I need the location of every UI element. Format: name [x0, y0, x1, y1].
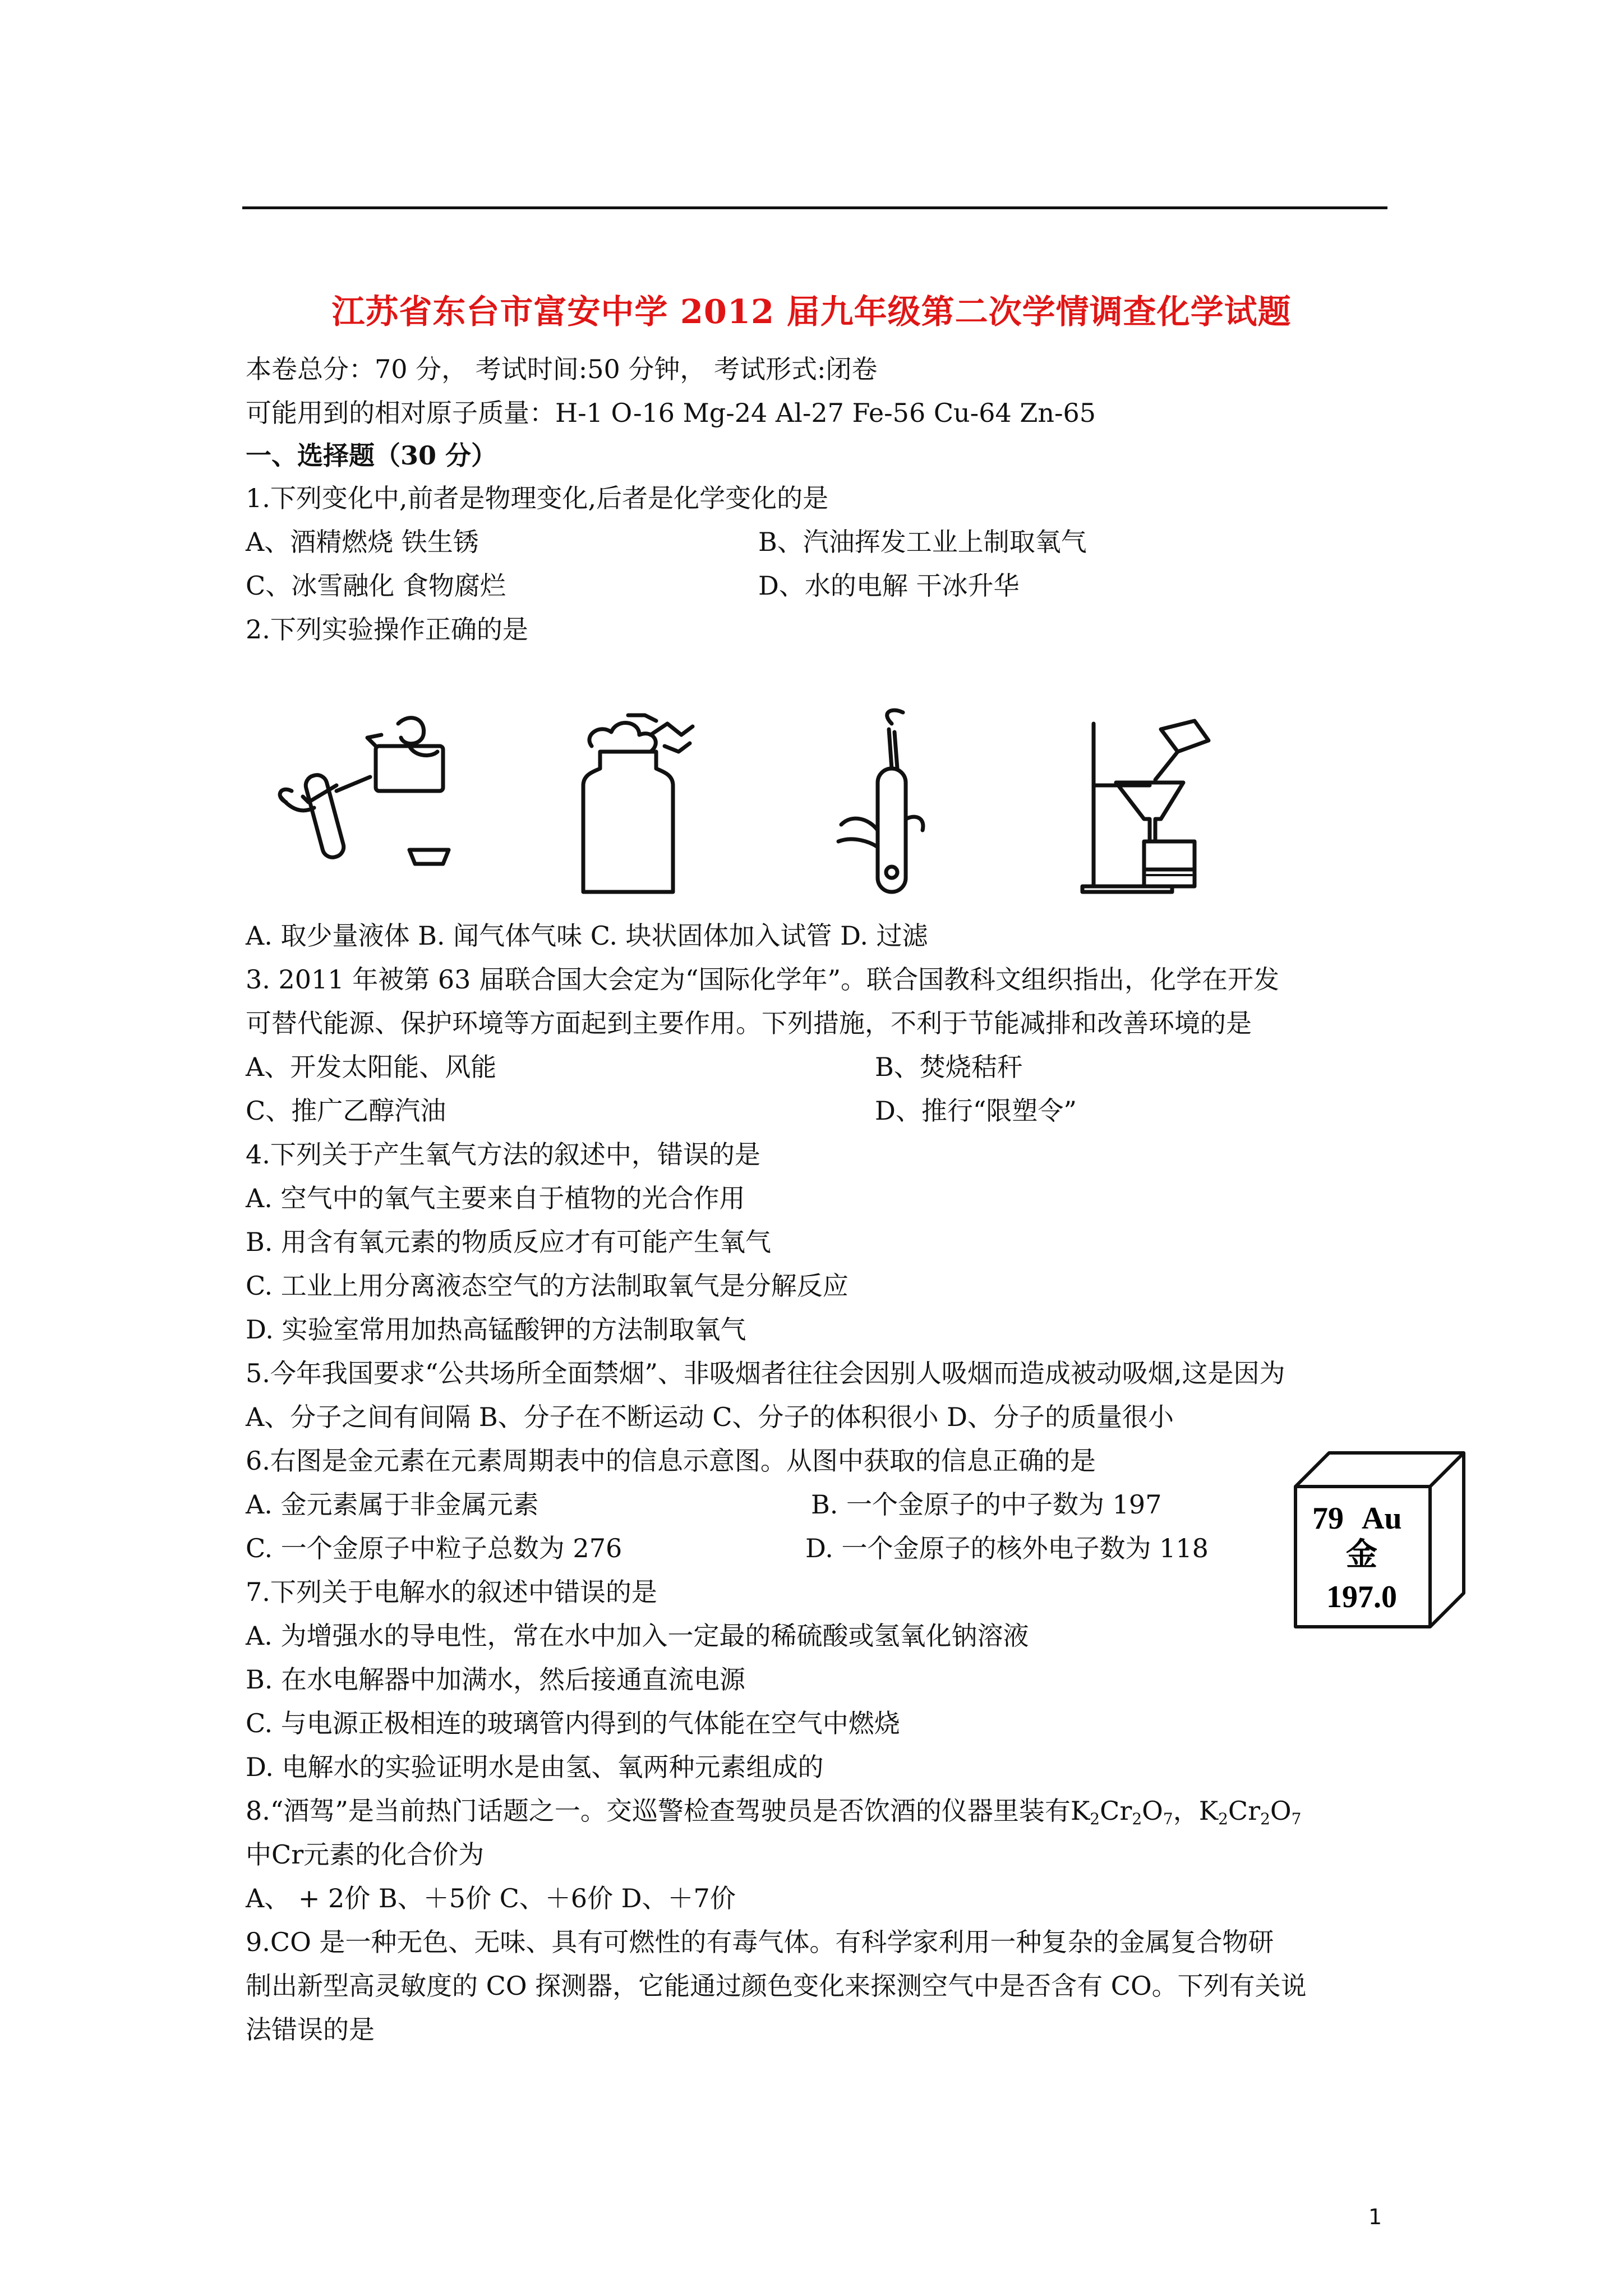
page-number: 1 [1368, 2205, 1382, 2229]
q3-option-b: B、焚烧秸秆 [875, 1052, 1023, 1082]
q5-stem: 5.今年我国要求“公共场所全面禁烟”、非吸烟者往往会因别人吸烟而造成被动吸烟,这是因为 [246, 1358, 1285, 1388]
q3-line1: 3. 2011 年被第 63 届联合国大会定为“国际化学年”。联合国教科文组织指出，化学在开发 [246, 964, 1280, 995]
element-atomic-mass: 197.0 [1326, 1580, 1397, 1614]
q3-option-d: D、推行“限塑令” [875, 1096, 1077, 1126]
q2-options: A. 取少量液体 B. 闻气体气味 C. 块状固体加入试管 D. 过滤 [246, 921, 928, 951]
q8-line2: 中Cr元素的化合价为 [246, 1839, 485, 1870]
atomic-masses: 可能用到的相对原子质量：H-1 O-16 Mg-24 Al-27 Fe-56 Cu-64 Zn-65 [246, 398, 1096, 428]
q7-option-a: A. 为增强水的导电性，常在水中加入一定最的稀硫酸或氢氧化钠溶液 [246, 1621, 1029, 1651]
q1-option-a: A、酒精燃烧 铁生锈 [246, 527, 479, 557]
q1-stem: 1.下列变化中,前者是物理变化,后者是化学变化的是 [246, 483, 829, 513]
q7-option-b: B. 在水电解器中加满水，然后接通直流电源 [246, 1664, 746, 1695]
element-tile-au [1290, 1447, 1469, 1632]
element-symbol: Au [1362, 1501, 1402, 1536]
q9-line2: 制出新型高灵敏度的 CO 探测器，它能通过颜色变化来探测空气中是否含有 CO。下列有关说 [246, 1971, 1307, 2001]
q8-options: A、 + 2价 B、＋5价 C、＋6价 D、＋7价 [246, 1883, 736, 1913]
q7-stem: 7.下列关于电解水的叙述中错误的是 [246, 1577, 657, 1607]
q7-option-c: C. 与电源正极相连的玻璃管内得到的气体能在空气中燃烧 [246, 1708, 900, 1738]
q3-option-a: A、开发太阳能、风能 [246, 1052, 497, 1082]
section-heading: 一、选择题（30 分） [246, 440, 497, 471]
q6-option-c: C. 一个金原子中粒子总数为 276 [246, 1533, 623, 1563]
q8-line1: 8.“酒驾”是当前热门话题之一。交巡警检查驾驶员是否饮酒的仪器里装有$K_2Cr_2O_7$，$K_2Cr_2O_7$ [246, 1796, 1302, 1828]
q6-stem: 6.右图是金元素在元素周期表中的信息示意图。从图中获取的信息正确的是 [246, 1446, 1096, 1476]
q5-options: A、分子之间有间隔 B、分子在不断运动 C、分子的体积很小 D、分子的质量很小 [246, 1402, 1174, 1432]
q6-option-b: B. 一个金原子的中子数为 197 [811, 1489, 1162, 1520]
element-atomic-number: 79 [1312, 1501, 1344, 1536]
figure-d-filtration [1077, 707, 1234, 903]
q9-line3: 法错误的是 [246, 2014, 375, 2045]
q1-option-c: C、冰雪融化 食物腐烂 [246, 570, 506, 601]
q7-option-d: D. 电解水的实验证明水是由氢、氧两种元素组成的 [246, 1752, 824, 1782]
q4-option-b: B. 用含有氧元素的物质反应才有可能产生氧气 [246, 1227, 772, 1257]
q3-option-c: C、推广乙醇汽油 [246, 1096, 446, 1126]
figure-b-smell-gas [561, 712, 707, 903]
q1-option-b: B、汽油挥发工业上制取氧气 [758, 527, 1087, 557]
q3-line2: 可替代能源、保护环境等方面起到主要作用。下列措施，不利于节能减排和改善环境的是 [246, 1008, 1252, 1038]
header-rule [242, 206, 1387, 209]
q4-option-d: D. 实验室常用加热高锰酸钾的方法制取氧气 [246, 1314, 746, 1345]
page-title: 江苏省东台市富安中学 2012 届九年级第二次学情调查化学试题 [331, 292, 1292, 331]
element-name: 金 [1346, 1536, 1377, 1573]
q4-stem: 4.下列关于产生氧气方法的叙述中，错误的是 [246, 1139, 760, 1170]
q6-option-a: A. 金元素属于非金属元素 [246, 1489, 539, 1520]
figure-c-solid-into-tube [830, 707, 942, 903]
q4-option-a: A. 空气中的氧气主要来自于植物的光合作用 [246, 1183, 745, 1213]
q4-option-c: C. 工业上用分离液态空气的方法制取氧气是分解反应 [246, 1271, 849, 1301]
q2-stem: 2.下列实验操作正确的是 [246, 614, 528, 645]
q9-line1: 9.CO 是一种无色、无味、具有可燃性的有毒气体。有科学家利用一种复杂的金属复合物研 [246, 1927, 1274, 1957]
exam-info: 本卷总分：70 分， 考试时间:50 分钟， 考试形式:闭卷 [246, 354, 878, 384]
q8-line1-text: 8.“酒驾”是当前热门话题之一。交巡警检查驾驶员是否饮酒的仪器里装有 [246, 1796, 1071, 1826]
figure-a-pour-liquid [269, 712, 471, 898]
q1-option-d: D、水的电解 干冰升华 [758, 570, 1020, 601]
q6-option-d: D. 一个金原子的核外电子数为 118 [805, 1533, 1209, 1563]
